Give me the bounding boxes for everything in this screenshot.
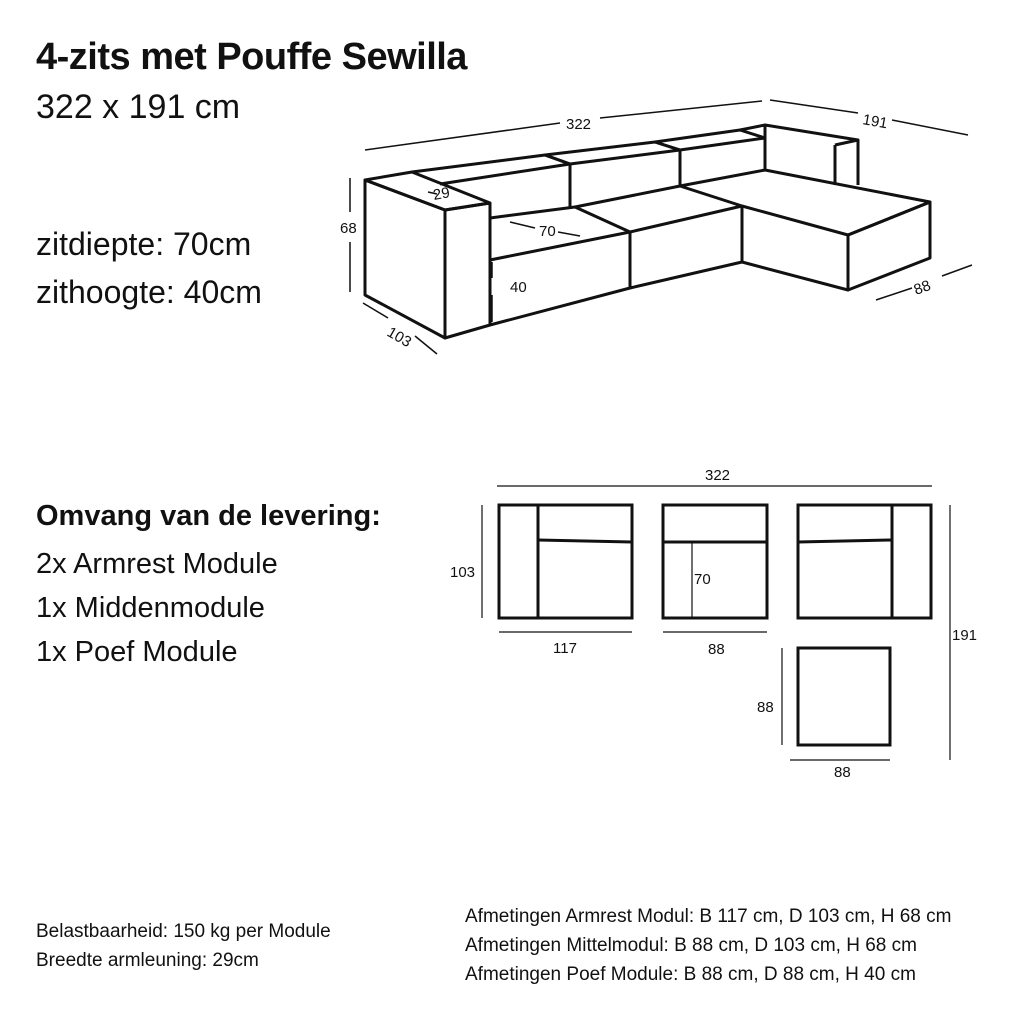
iso-pouf-width-label: 88	[911, 277, 934, 299]
dim-line-length-right	[600, 101, 762, 118]
plan-seat-depth-label: 70	[694, 571, 711, 588]
backrest-1-top	[412, 155, 570, 184]
middle-dimensions-note: Afmetingen Mittelmodul: B 88 cm, D 103 cm, H 68 cm	[465, 935, 917, 956]
dim-line-length-left	[365, 123, 560, 150]
pouf-front-right	[848, 202, 930, 290]
plan-pouf-depth-label: 88	[757, 699, 774, 716]
backrest-2-top	[545, 142, 680, 164]
plan-pouf-width-label: 88	[834, 764, 851, 781]
plan-module-depth-label: 103	[450, 564, 476, 581]
delivery-item-armrest: 2x Armrest Module	[36, 548, 278, 580]
delivery-item-middle: 1x Middenmodule	[36, 592, 265, 624]
delivery-item-pouf: 1x Poef Module	[36, 636, 238, 668]
page-title: 4-zits met Pouffe Sewilla	[36, 36, 467, 78]
armrest-width-note: Breedte armleuning: 29cm	[36, 950, 259, 971]
total-dimensions: 322 x 191 cm	[36, 88, 241, 126]
left-arm-front	[445, 203, 490, 338]
plan-armrest-width-label: 117	[553, 640, 577, 657]
backrest-3-top	[655, 130, 765, 150]
plan-armrest-right	[798, 505, 931, 618]
plan-pouf	[798, 648, 890, 745]
plan-total-width-label: 322	[705, 467, 731, 484]
load-capacity-note: Belastbaarheid: 150 kg per Module	[36, 921, 331, 942]
plan-armrest-left	[499, 505, 632, 618]
pouf-dimensions-note: Afmetingen Poef Module: B 88 cm, D 88 cm, H 40 cm	[465, 964, 916, 985]
iso-length-label: 322	[566, 116, 592, 133]
dim-line-pouf-left	[876, 288, 912, 300]
seat-2-top	[575, 186, 742, 232]
pouf-top	[680, 170, 930, 235]
seat-height-spec: zithoogte: 40cm	[36, 274, 262, 310]
seat-depth-spec: zitdiepte: 70cm	[36, 226, 252, 262]
iso-seat-height-label: 40	[510, 279, 527, 296]
iso-sofa-depth-label: 103	[384, 323, 415, 351]
dim-line-depth-right	[892, 120, 968, 135]
seat-1-top	[490, 207, 630, 260]
plan-middle-width-label: 88	[708, 641, 725, 658]
dim-line-pouf-right	[942, 265, 972, 276]
iso-height-label: 68	[340, 220, 357, 237]
left-arm-side	[365, 180, 445, 338]
iso-total-depth-label: 191	[861, 111, 889, 133]
iso-seat-depth-label: 70	[539, 223, 556, 240]
armrest-dimensions-note: Afmetingen Armrest Modul: B 117 cm, D 103 cm, H 68 cm	[465, 906, 952, 927]
delivery-heading: Omvang van de levering:	[36, 500, 381, 532]
dim-line-depth-left	[770, 100, 858, 113]
plan-total-depth-label: 191	[952, 627, 978, 644]
dim-line-sofa-depth-right	[415, 336, 437, 354]
pouf-front-left	[742, 206, 848, 290]
plan-middle-module	[663, 505, 767, 618]
iso-arm-width-label: 29	[431, 184, 452, 204]
